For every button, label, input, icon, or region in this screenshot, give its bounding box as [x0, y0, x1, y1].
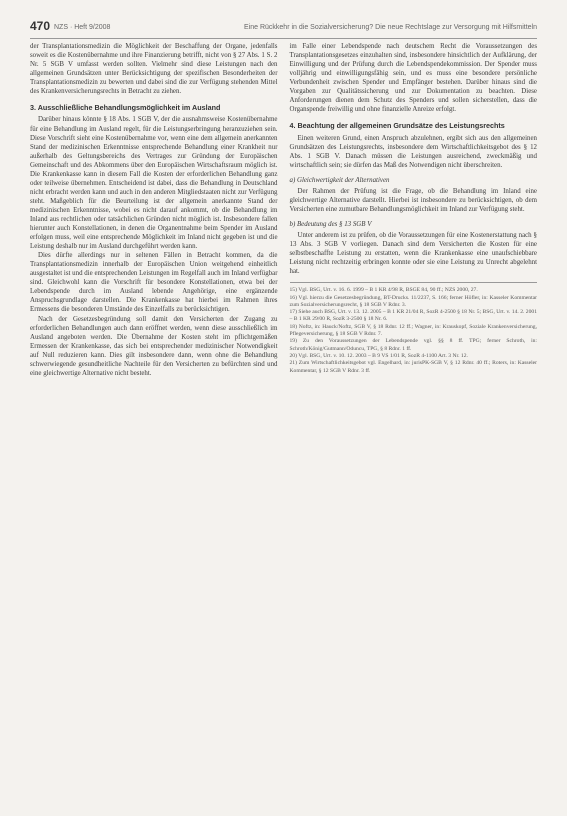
footnote: 20) Vgl. BSG, Urt. v. 10. 12. 2003 – B 9 VS 1/01 R, SozR 4-1100 Art. 3 Nr. 12.	[289, 352, 468, 359]
running-title: Eine Rückkehr in die Sozialversicherung? Die neue Rechtslage zur Versorgung mit Hilfsmitteln	[244, 24, 537, 31]
paragraph: Nach der Gesetzesbegründung soll damit den Versicherten der Zugang zu erforderlichen Behandlungen auch dann eröffnet werden, wenn diese ausschließlich im Ausland angeboten werden. Die Übernahme der Kosten steht im pflichtgemäßen Ermessen der Krankenkasse, das sich bei entsprechender medizinischer Notwendigkeit auf Null reduzieren kann. Dies gilt insbesondere dann, wenn ohne die Behandlung schwerwiegende gesundheitliche Nachteile für den Versicherten zu befürchten sind und eine gleichwertige Alternative nicht besteht.	[30, 315, 278, 377]
subsection-heading: a) Gleichwertigkeit der Alternativen	[289, 176, 390, 184]
paragraph: Der Rahmen der Prüfung ist die Frage, ob die Behandlung im Inland eine gleichwertige Alternative darstellt. Hierbei ist insbesondere zu berücksichtigen, ob dem Versicherten eine zumutbare Behandlungsmöglichkeit im Inland zur Verfügung steht.	[289, 187, 537, 213]
footnote: 21) Zum Wirtschaftlichkeitsgebot vgl. Engelhard, in: jurisPK-SGB V, § 12 Rdnr. 40 ff.; Roters, in: Kasseler Kommentar, § 12 SGB V Rdnr. 3 ff.	[289, 360, 537, 374]
section-heading: 3. Ausschließliche Behandlungsmöglichkeit im Ausland	[30, 103, 221, 113]
paragraph: Darüber hinaus könnte § 18 Abs. 1 SGB V, der die ausnahmsweise Kostenübernahme für eine Behandlung im Ausland regelt, für die Leistungserbringung heranzuziehen sein. Diese Vorschrift sieht eine Kostenübernahme vor, wenn eine dem allgemein anerkannten Stand der medizinischen Erkenntnisse entsprechende Behandlung einer Krankheit nur außerhalb des Geltungsbereichs des Vertrages zur Gründung der Europäischen Gemeinschaft und des Abkommens über den Europäischen Wirtschaftsraum möglich ist. Die Krankenkasse kann in diesem Fall die Kosten der erforderlichen Behandlung ganz oder teilweise übernehmen. Entscheidend ist dabei, dass die Behandlung in Deutschland nicht erbracht werden kann und auch in den anderen Mitgliedstaaten nicht zur Verfügung steht. Maßgeblich für die Beurteilung ist der allgemein anerkannte Stand der medizinischen Erkenntnisse, wobei es nicht darauf ankommt, ob die Behandlung im Inland aus rechtlichen oder tatsächlichen Gründen nicht möglich ist. Insbesondere fallen hierunter auch Konstellationen, in denen die Organentnahme beim Spender im Ausland erfolgen muss, weil eine entsprechende Möglichkeit im Inland nicht gegeben ist und die Leistung deshalb nur im Ausland durchgeführt werden kann.	[30, 116, 278, 251]
footnote: 18) Noftz, in: Hauck/Noftz, SGB V, § 18 Rdnr. 12 ff.; Wagner, in: Krauskopf, Soziale Krankenversicherung, Pflegeversicherung, § 18 SGB V Rdnr. 7.	[289, 323, 537, 338]
paragraph: im Falle einer Lebendspende nach deutschem Recht die Voraussetzungen des Transplantationsgesetzes einzuhalten sind, insbesondere hinsichtlich der Aufklärung, der Einwilligung und der Prüfung durch die Lebendspendekommission. Der Spender muss volljährig und einwilligungsfähig sein, und es muss eine besondere persönliche Verbundenheit zwischen Spender und Empfänger bestehen. Darüber hinaus sind die Vorgaben zur Qualitätssicherung und zur Dokumentation zu beachten. Diese Anforderungen dienen dem Schutz des Spenders und sollen sicherstellen, dass die Organspende freiwillig und ohne finanzielle Anreize erfolgt.	[289, 43, 537, 114]
footnotes	[290, 282, 538, 375]
running-header	[30, 19, 537, 39]
paragraph: Unter anderem ist zu prüfen, ob die Voraussetzungen für eine Kostenerstattung nach § 13 Abs. 3 SGB V vorliegen. Danach sind dem Versicherten die Kosten für eine selbstbeschaffte Leistung zu erstatten, wenn die Krankenkasse eine unaufschiebbare Leistung nicht rechtzeitig erbringen konnte oder sie eine Leistung zu Unrecht abgelehnt hat.	[289, 232, 537, 276]
paragraph: Einen weiteren Grund, einen Anspruch abzulehnen, ergibt sich aus den allgemeinen Grundsätzen des Leistungsrechts, insbesondere dem Wirtschaftlichkeitsgebot des § 12 Abs. 1 SGB V. Danach müssen die Leistungen ausreichend, zweckmäßig und wirtschaftlich sein; sie dürfen das Maß des Notwendigen nicht überschreiten.	[289, 134, 537, 169]
paragraph: Dies dürfte allerdings nur in seltenen Fällen in Betracht kommen, da die Transplantationsmedizin innerhalb der Europäischen Union weitgehend einheitlich ausgestaltet ist und die entsprechenden Leistungen im Regelfall auch im Inland verfügbar sind. Gleichwohl kann die Vorschrift für besondere Konstellationen, etwa bei der Lebendspende durch im Ausland lebende Angehörige, eine ergänzende Anspruchsgrundlage darstellen. Die Krankenkasse hat hierbei im Rahmen ihres Ermessens die besonderen Umstände des Einzelfalls zu berücksichtigen.	[30, 252, 278, 314]
subsection-heading: b) Bedeutung des § 13 SGB V	[289, 220, 372, 228]
journal-issue: NZS · Heft 9/2008	[54, 24, 111, 31]
right-column	[290, 42, 538, 378]
section-heading: 4. Beachtung der allgemeinen Grundsätze des Leistungsrechts	[289, 121, 505, 131]
footnote: 15) Vgl. BSG, Urt. v. 16. 6. 1999 – B 1 KR 4/98 R, BSGE 84, 90 ff.; NZS 2000, 27.	[289, 287, 478, 294]
footnote: 16) Vgl. hierzu die Gesetzesbegründung, BT-Drucks. 11/2237, S. 166; ferner Höfler, in: Kasseler Kommentar zum Sozialversicherungsrecht, § 18 SGB V Rdnr. 3.	[289, 294, 537, 308]
page-number: 470	[30, 19, 51, 33]
footnote: 17) Siehe auch BSG, Urt. v. 13. 12. 2005 – B 1 KR 21/04 R, SozR 4-2500 § 18 Nr. 5; BSG, Urt. v. 14. 2. 2001 – B 1 KR 29/00 R, SozR 3-2500 § 18 Nr. 6.	[289, 309, 537, 323]
text-columns	[30, 42, 537, 378]
left-column	[30, 42, 278, 378]
paragraph: der Transplantationsmedizin die Möglichkeit der Beschaffung der Organe, jedenfalls soweit es die Kostenübernahme und ihre Finanzierung betrifft, nicht von § 27 Abs. 1 S. 2 Nr. 5 SGB V umfasst werden sollten. Vielmehr sind diese Leistungen nach den allgemeinen Grundsätzen unter Berücksichtigung der spezifischen Besonderheiten der Transplantationsmedizin zu bewerten und dabei sind die zur Verfügung stehenden Mittel des Krankenversicherungsrechts in Betracht zu ziehen.	[30, 43, 278, 96]
footnote: 19) Zu den Voraussetzungen der Lebendspende vgl. §§ 8 ff. TPG; ferner Schroth, in: Schroth/König/Gutmann/Oduncu, TPG, § 8 Rdnr. 1 ff.	[289, 338, 537, 352]
